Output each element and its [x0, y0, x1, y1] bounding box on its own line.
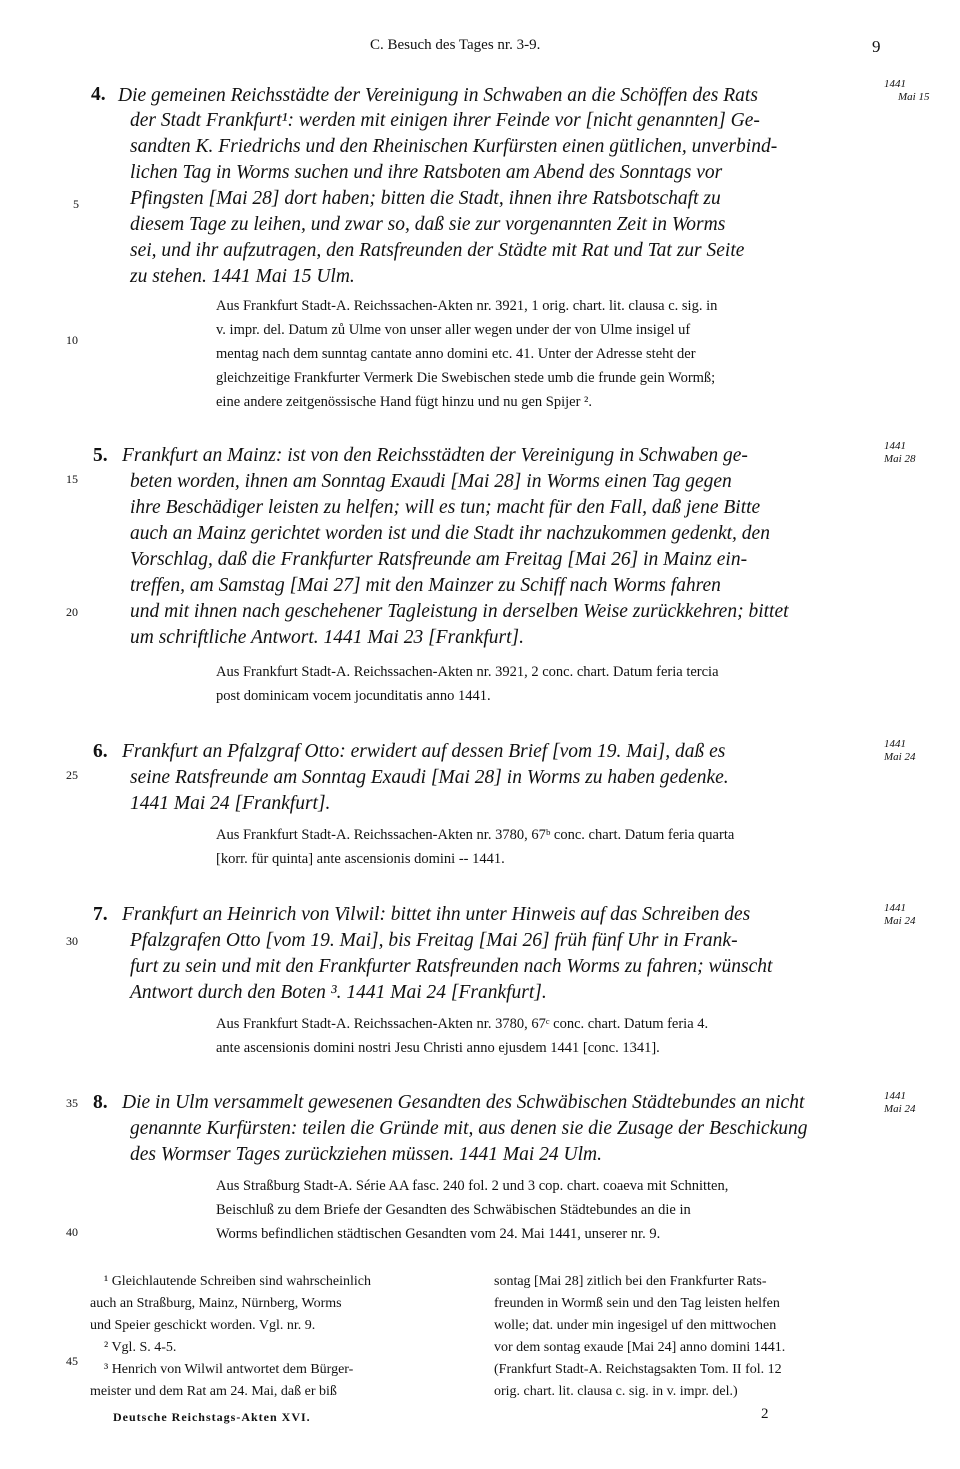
regest-line: Die gemeinen Reichsstädte der Vereinigung in Schwaben an die Schöffen des Rats — [118, 85, 758, 106]
source-line: mentag nach dem sunntag cantate anno domini etc. 41. Unter der Adresse steht der — [216, 346, 696, 362]
footnote-line: freunden in Wormß sein und den Tag leisten helfen — [494, 1296, 780, 1311]
date-margin: 1441 Mai 28 — [884, 440, 916, 465]
footnote-line: auch an Straßburg, Mainz, Nürnberg, Worms — [90, 1296, 342, 1311]
line-number: 45 — [66, 1354, 78, 1368]
date-margin: 1441 Mai 24 — [884, 1090, 916, 1115]
doc-number: 4. — [91, 84, 106, 105]
line-number: 5 — [73, 197, 79, 211]
page-number: 9 — [872, 37, 881, 56]
source-line: eine andere zeitgenössische Hand fügt hinzu und nu gen Spijer ². — [216, 394, 593, 410]
source-line: Aus Frankfurt Stadt-A. Reichssachen-Akten nr. 3921, 2 conc. chart. Datum feria tercia — [216, 664, 719, 680]
source-line: Aus Frankfurt Stadt-A. Reichssachen-Akten nr. 3921, 1 orig. chart. lit. clausa c. sig. in — [216, 298, 718, 314]
regest-line: Frankfurt an Mainz: ist von den Reichsstädten der Vereinigung in Schwaben ge- — [122, 445, 748, 466]
footnote-line: und Speier geschickt worden. Vgl. nr. 9. — [90, 1318, 316, 1333]
series-title: Deutsche Reichstags-Akten XVI. — [113, 1410, 311, 1424]
doc-number: 6. — [93, 741, 108, 762]
regest-line: Frankfurt an Heinrich von Vilwil: bittet ihn unter Hinweis auf das Schreiben des — [122, 904, 751, 925]
footnote-line: ² Vgl. S. 4-5. — [104, 1340, 177, 1355]
footnote-line: (Frankfurt Stadt-A. Reichstagsakten Tom. II fol. 12 — [494, 1362, 782, 1377]
line-number: 35 — [66, 1096, 78, 1110]
footnote-line: wolle; dat. under min ingesigel uf den mittwochen — [494, 1318, 777, 1333]
regest-line: Die in Ulm versammelt gewesenen Gesandten des Schwäbischen Städtebundes an nicht — [122, 1092, 805, 1113]
line-number: 40 — [66, 1225, 78, 1239]
doc-number: 7. — [93, 904, 108, 925]
regest-line: seine Ratsfreunde am Sonntag Exaudi [Mai 28] in Worms zu haben gedenke. — [130, 767, 729, 788]
source-line: Aus Straßburg Stadt-A. Série AA fasc. 240 fol. 2 und 3 cop. chart. coaeva mit Schnitten, — [216, 1178, 729, 1194]
footnote-line: vor dem sontag exaude [Mai 24] anno domini 1441. — [494, 1340, 786, 1355]
doc-number: 8. — [93, 1092, 108, 1113]
regest-line: des Wormser Tages zurückziehen müssen. 1441 Mai 24 Ulm. — [130, 1144, 602, 1165]
regest-line: 1441 Mai 24 [Frankfurt]. — [130, 793, 331, 814]
regest-line: zu stehen. 1441 Mai 15 Ulm. — [130, 266, 355, 287]
regest-line: Antwort durch den Boten ³. 1441 Mai 24 [Frankfurt]. — [130, 982, 547, 1003]
line-number: 30 — [66, 934, 78, 948]
source-line: gleichzeitige Frankfurter Vermerk Die Swebischen stede umb die frunde gein Wormß; — [216, 370, 716, 386]
doc-number: 5. — [93, 445, 108, 466]
regest-line: Pfingsten [Mai 28] dort haben; bitten die Stadt, ihnen ihre Ratsbotschaft zu — [130, 188, 721, 209]
line-number: 20 — [66, 605, 78, 619]
source-line: v. impr. del. Datum zů Ulme von unser aller wegen under der von Ulme insigel uf — [216, 322, 691, 338]
footnote-line: ³ Henrich von Wilwil antwortet dem Bürger- — [104, 1362, 354, 1377]
footnote-line: sontag [Mai 28] zitlich bei den Frankfurter Rats- — [494, 1274, 767, 1289]
regest-line: furt zu sein und mit den Frankfurter Ratsfreunden nach Worms zu fahren; wünscht — [130, 956, 773, 977]
source-line: Aus Frankfurt Stadt-A. Reichssachen-Akten nr. 3780, 67ᶜ conc. chart. Datum feria 4. — [216, 1016, 709, 1032]
regest-line: der Stadt Frankfurt¹: werden mit einigen ihrer Feinde vor [nicht genannten] Ge- — [130, 110, 760, 131]
regest-line: Frankfurt an Pfalzgraf Otto: erwidert auf dessen Brief [vom 19. Mai], daß es — [122, 741, 726, 762]
footnote-line: meister und dem Rat am 24. Mai, daß er biß — [90, 1384, 337, 1399]
regest-line: lichen Tag in Worms suchen und ihre Ratsboten am Abend des Sonntags vor — [130, 162, 723, 183]
sheet-signature: 2 — [761, 1406, 769, 1422]
date-margin: 1441 Mai 24 — [884, 738, 916, 763]
regest-line: und mit ihnen nach geschehener Tagleistung in derselben Weise zurückkehren; bittet — [130, 601, 789, 622]
date-margin: 1441 Mai 24 — [884, 902, 916, 927]
running-title: C. Besuch des Tages nr. 3-9. — [370, 37, 541, 53]
regest-line: ihre Beschädiger leisten zu helfen; will es tun; macht für den Fall, daß jene Bitte — [130, 497, 761, 518]
regest-line: Vorschlag, daß die Frankfurter Ratsfreunde am Freitag [Mai 26] in Mainz ein- — [130, 549, 748, 570]
regest-line: auch an Mainz gerichtet worden ist und die Stadt ihr nachzukommen gedenkt, den — [130, 523, 770, 544]
regest-line: um schriftliche Antwort. 1441 Mai 23 [Frankfurt]. — [130, 627, 524, 648]
regest-line: Pfalzgrafen Otto [vom 19. Mai], bis Freitag [Mai 26] früh fünf Uhr in Frank- — [130, 930, 738, 951]
regest-line: sei, und ihr aufzutragen, den Ratsfreunden der Städte mit Rat und Tat zur Seite — [130, 240, 745, 261]
source-line: Aus Frankfurt Stadt-A. Reichssachen-Akten nr. 3780, 67ᵇ conc. chart. Datum feria quarta — [216, 827, 735, 843]
regest-line: treffen, am Samstag [Mai 27] mit den Mainzer zu Schiff nach Worms fahren — [130, 575, 721, 596]
line-number: 25 — [66, 768, 78, 782]
source-line: Worms befindlichen städtischen Gesandten vom 24. Mai 1441, unserer nr. 9. — [216, 1226, 661, 1242]
regest-line: beten worden, ihnen am Sonntag Exaudi [Mai 28] in Worms einen Tag gegen — [130, 471, 732, 492]
footnote-line: ¹ Gleichlautende Schreiben sind wahrscheinlich — [104, 1274, 371, 1289]
line-number: 10 — [66, 333, 78, 347]
source-line: post dominicam vocem jocunditatis anno 1441. — [216, 688, 491, 704]
date-margin: 1441 Mai 15 — [884, 78, 930, 103]
footnote-line: orig. chart. lit. clausa c. sig. in v. impr. del.) — [494, 1384, 738, 1399]
line-number: 15 — [66, 472, 78, 486]
regest-line: sandten K. Friedrichs und den Rheinischen Kurfürsten einen gütlichen, unverbind- — [130, 136, 778, 157]
source-line: Beischluß zu dem Briefe der Gesandten des Schwäbischen Städtebundes an die in — [216, 1202, 691, 1218]
regest-line: diesem Tage zu leihen, und zwar so, daß sie zur vorgenannten Zeit in Worms — [130, 214, 726, 235]
source-line: [korr. für quinta] ante ascensionis domini -- 1441. — [216, 851, 505, 867]
regest-line: genannte Kurfürsten: teilen die Gründe mit, aus denen sie die Zusage der Beschickung — [130, 1118, 808, 1139]
source-line: ante ascensionis domini nostri Jesu Christi anno ejusdem 1441 [conc. 1341]. — [216, 1040, 660, 1056]
